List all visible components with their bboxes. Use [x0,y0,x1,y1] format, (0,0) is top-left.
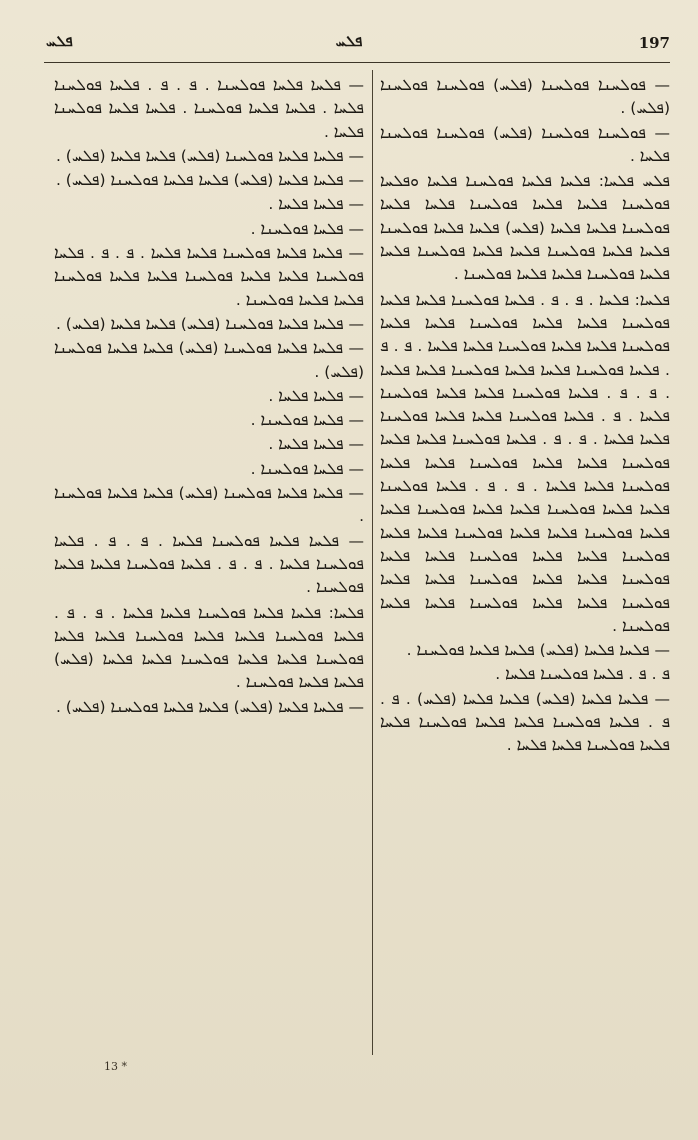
entry-paragraph: — ܦܠܚܐ ܦܠܚܐ ܦܘܠܚܢܐ . ܦ . ܦ . ܦܠܚܐ ܦܘܠܚܢܐ ܦܠܚܐ . ܦܠܚܐ ܦܠܚܐ ܦܘܠܚܢܐ . ܦܠܚܐ ܦܠܚܐ ܦܘܠܚܢܐ ܦܠܚܐ . [54,76,364,141]
entry-paragraph: — ܦܘܠܚܢܐ ܦܘܠܚܢܐ (ܦܠܚ) ܦܘܠܚܢܐ ܦܘܠܚܢܐ (ܦܠܚ) . [380,76,670,118]
entry-paragraph: — ܦܠܚܐ ܦܠܚܐ ܦܘܠܚܢܐ (ܦܠܚ) ܦܠܚܐ ܦܠܚܐ (ܦܠܚ) . [55,146,364,165]
entry-paragraph: — ܦܘܠܚܢܐ ܦܘܠܚܢܐ (ܦܠܚ) ܦܘܠܚܢܐ ܦܘܠܚܢܐ ܦܠܚܐ . [380,123,670,165]
entry-paragraph: — ܦܠܚܐ ܦܠܚܐ (ܦܠܚ) ܦܠܚܐ ܦܠܚܐ ܦܘܠܚܢܐ . [406,641,670,660]
entry-paragraph: — ܦܠܚܐ ܦܠܚܐ (ܦܠܚ) ܦܠܚܐ ܦܠܚܐ ܦܘܠܚܢܐ (ܦܠܚ) . [55,171,364,190]
entry-paragraph: — ܦܠܚܐ ܦܠܚܐ ܦܘܠܚܢܐ (ܦܠܚ) ܦܠܚܐ ܦܠܚܐ ܦܘܠܚܢܐ (ܦܠܚ) . [54,339,364,381]
entry-paragraph: — ܦܠܚܐ ܦܘܠܚܢܐ . [250,459,364,478]
entry-paragraph: — ܦܠܚܐ ܦܠܚܐ . [268,386,364,405]
entry-paragraph: — ܦܠܚܐ ܦܠܚܐ ܦܘܠܚܢܐ (ܦܠܚ) ܦܠܚܐ ܦܠܚܐ (ܦܠܚ) . [55,314,364,333]
entry-paragraph: — ܦܠܚܐ ܦܠܚܐ ܦܘܠܚܢܐ ܦܠܚܐ . ܦ . ܦ . ܦܠܚܐ ܦܘܠܚܢܐ ܦܠܚܐ . ܦ . ܦ . ܦܠܚܐ ܦܘܠܚܢܐ ܦܠܚܐ ܦܠܚܐ ܦܘܠܚܢܐ . [54,531,364,597]
header-center-word: ܦܠܚ [335,32,363,50]
entry-paragraph: — ܦܠܚܐ ܦܠܚܐ ܦܘܠܚܢܐ (ܦܠܚ) ܦܠܚܐ ܦܠܚܐ ܦܘܠܚܢܐ . [54,484,364,526]
page-header [0,28,698,58]
entry-paragraph: — ܦܠܚܐ ܦܠܚܐ (ܦܠܚ) ܦܠܚܐ ܦܠܚܐ (ܦܠܚ) . ܦ . ܦ . ܦܠܚܐ ܦܘܠܚܢܐ ܦܠܚܐ ܦܠܚܐ ܦܘܠܚܢܐ ܦܠܚܐ ܦܠܚܐ ܦܘܠܚܢܐ ܦܠܚܐ ܦܠܚܐ . [380,689,670,755]
entry-paragraph: — ܦܠܚܐ ܦܠܚܐ . [268,195,364,214]
header-catchword-left: ܦܠܚ [46,32,73,50]
entry-paragraph: — ܦܠܚܐ ܦܠܚܐ (ܦܠܚ) ܦܠܚܐ ܦܠܚܐ ܦܘܠܚܢܐ (ܦܠܚ) . [55,697,364,716]
entry-paragraph: ܦܠܚܐ: ܦܠܚܐ ܦܠܚܐ ܦܘܠܚܢܐ ܦܠܚܐ ܦܠܚܐ . ܦ . ܦ . ܦܠܚܐ ܦܘܠܚܢܐ ܦܠܚܐ ܦܠܚܐ ܦܘܠܚܢܐ ܦܠܚܐ ܦܠܚܐ ܦܘܠܚܢܐ ܦܠܚܐ ܦܠܚܐ ܦܘܠܚܢܐ ܦܠܚܐ ܦܠܚܐ (ܦܠܚ) ܦܠܚܐ ܦܠܚܐ ܦܘܠܚܢܐ . [54,603,364,692]
entry-paragraph: ܦ . ܦ . ܦܠܚܐ ܦܘܠܚܢܐ ܦܠܚܐ . [495,665,670,684]
column-divider [372,70,373,1055]
page-number: 197 [638,34,670,52]
entry-paragraph: — ܦܠܚܐ ܦܠܚܐ ܦܘܠܚܢܐ ܦܠܚܐ ܦܠܚܐ . ܦ . ܦ . ܦܠܚܐ ܦܘܠܚܢܐ ܦܠܚܐ ܦܠܚܐ ܦܘܠܚܢܐ ܦܠܚܐ ܦܠܚܐ ܦܘܠܚܢܐ ܦܠܚܐ ܦܠܚܐ ܦܘܠܚܢܐ . [54,244,364,309]
header-rule [44,62,670,63]
entry-paragraph: ܦܠܚ ܦܠܚܐ: ܦܠܚܐ ܦܠܚܐ ܦܘܠܚܢܐ ܦܠܚܐ ܘܦܠܚܐ ܦܘܠܚܢܐ ܦܠܚܐ ܦܠܚܐ ܦܘܠܚܢܐ ܦܠܚܐ ܦܠܚܐ ܦܘܠܚܢܐ ܦܠܚܐ ܦܠܚܐ (ܦܠܚ) ܦܠܚܐ ܦܠܚܐ ܦܘܠܚܢܐ ܦܠܚܐ ܦܠܚܐ ܦܘܠܚܢܐ ܦܠܚܐ ܦܠܚܐ ܦܘܠܚܢܐ ܦܠܚܐ ܦܠܚܐ ܦܘܠܚܢܐ ܦܠܚܐ ܦܠܚܐ ܦܘܠܚܢܐ . [380,172,670,284]
entry-paragraph: ܦܠܚܐ: ܦܠܚܐ . ܦ . ܦ . ܦܠܚܐ ܦܘܠܚܢܐ ܦܠܚܐ ܦܠܚܐ ܦܘܠܚܢܐ ܦܠܚܐ ܦܠܚܐ ܦܘܠܚܢܐ ܦܠܚܐ ܦܠܚܐ ܦܘܠܚܢܐ ܦܠܚܐ ܦܠܚܐ ܦܘܠܚܢܐ ܦܠܚܐ ܦܠܚܐ . ܦ . ܦ . ܦܠܚܐ ܦܘܠܚܢܐ ܦܠܚܐ ܦܠܚܐ ܦܘܠܚܢܐ ܦܠܚܐ ܦܠܚܐ . ܦ . ܦ . ܦܠܚܐ ܦܘܠܚܢܐ ܦܠܚܐ ܦܠܚܐ ܦܘܠܚܢܐ ܦܠܚܐ . ܦ . ܦܠܚܐ ܦܘܠܚܢܐ ܦܠܚܐ ܦܠܚܐ ܦܘܠܚܢܐ ܦܠܚܐ ܦܠܚܐ . ܦ . ܦ . ܦܠܚܐ ܦܘܠܚܢܐ ܦܠܚܐ ܦܠܚܐ ܦܘܠܚܢܐ ܦܠܚܐ ܦܠܚܐ ܦܘܠܚܢܐ ܦܠܚܐ ܦܠܚܐ ܦܘܠܚܢܐ ܦܠܚܐ ܦܠܚܐ . ܦ . ܦ . ܦܠܚܐ ܦܘܠܚܢܐ ܦܠܚܐ ܦܠܚܐ ܦܘܠܚܢܐ ܦܠܚܐ ܦܠܚܐ ܦܘܠܚܢܐ ܦܠܚܐ ܦܠܚܐ ܦܘܠܚܢܐ ܦܠܚܐ ܦܠܚܐ ܦܘܠܚܢܐ ܦܠܚܐ ܦܠܚܐ ܦܘܠܚܢܐ ܦܠܚܐ ܦܠܚܐ ܦܘܠܚܢܐ ܦܠܚܐ ܦܠܚܐ ܦܘܠܚܢܐ ܦܠܚܐ ܦܠܚܐ ܦܘܠܚܢܐ ܦܠܚܐ ܦܠܚܐ ܦܘܠܚܢܐ ܦܠܚܐ ܦܠܚܐ ܦܘܠܚܢܐ ܦܠܚܐ ܦܠܚܐ ܦܘܠܚܢܐ . [380,290,670,635]
entry-paragraph: — ܦܠܚܐ ܦܘܠܚܢܐ . [250,219,364,238]
right-column [380,74,670,1054]
signature-mark: 13 * [104,1060,127,1073]
entry-paragraph: — ܦܠܚܐ ܦܠܚܐ . [268,435,364,454]
entry-paragraph: — ܦܠܚܐ ܦܘܠܚܢܐ . [250,411,364,430]
left-column [54,74,364,1054]
